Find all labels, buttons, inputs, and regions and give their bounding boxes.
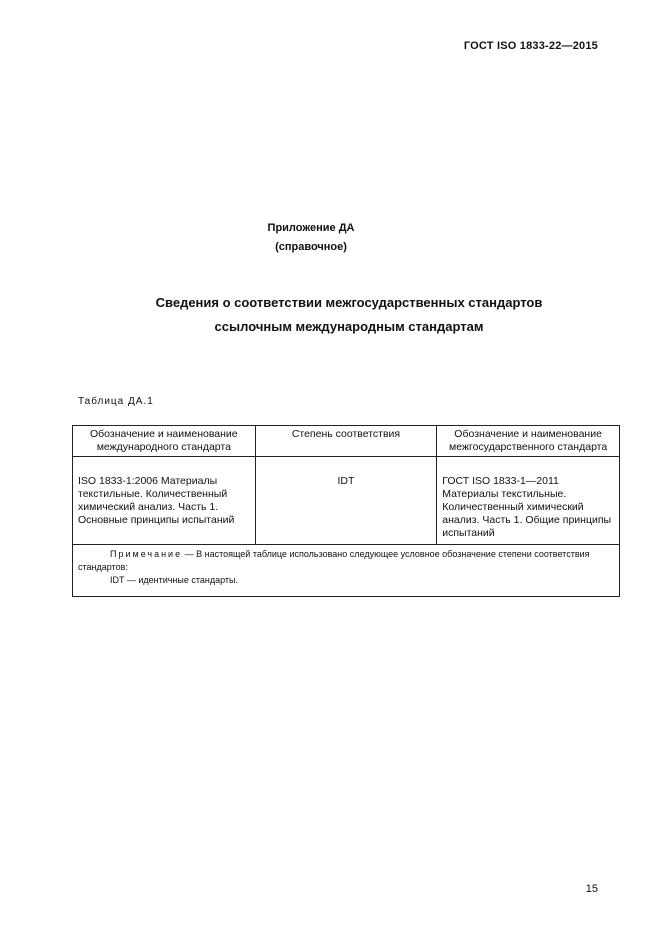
cell-international-standard: ISO 1833-1:2006 Материалы текстильные. Количественный химический анализ. Часть 1. Основные принципы испытаний (73, 457, 256, 545)
note-text: В настоящей таблице использовано следующее условное обозначение степени соответствия стандартов: (78, 549, 590, 572)
section-title-line-2: ссылочным международным стандартам (214, 319, 484, 334)
annex-title: Приложение ДА (267, 222, 355, 234)
section-title-line-1: Сведения о соответствии межгосударственных стандартов (155, 295, 543, 310)
cell-interstate-standard: ГОСТ ISO 1833-1—2011 Материалы текстильные. Количественный химический анализ. Часть 1. Общие принципы испытаний (437, 457, 620, 545)
section-title (0, 291, 661, 339)
column-header-degree: Степень соответствия (255, 426, 437, 457)
document-code: ГОСТ ISO 1833-22—2015 (463, 40, 598, 52)
note-label: Примечание (110, 549, 183, 559)
page-number: 15 (585, 883, 598, 895)
table-note-row (73, 545, 620, 597)
table-row (73, 457, 620, 545)
cell-degree-of-correspondence: IDT (255, 457, 437, 545)
column-header-interstate: Обозначение и наименование межгосударственного стандарта (437, 426, 620, 457)
note-dash: — (182, 549, 197, 559)
table-label: Таблица ДА.1 (78, 396, 154, 407)
annex-subtitle: (справочное) (275, 241, 347, 253)
table-header-row (73, 426, 620, 457)
correspondence-table (72, 425, 620, 597)
table-note (73, 545, 620, 597)
column-header-international: Обозначение и наименование международного стандарта (73, 426, 256, 457)
note-item: IDT — идентичные стандарты. (110, 575, 239, 585)
